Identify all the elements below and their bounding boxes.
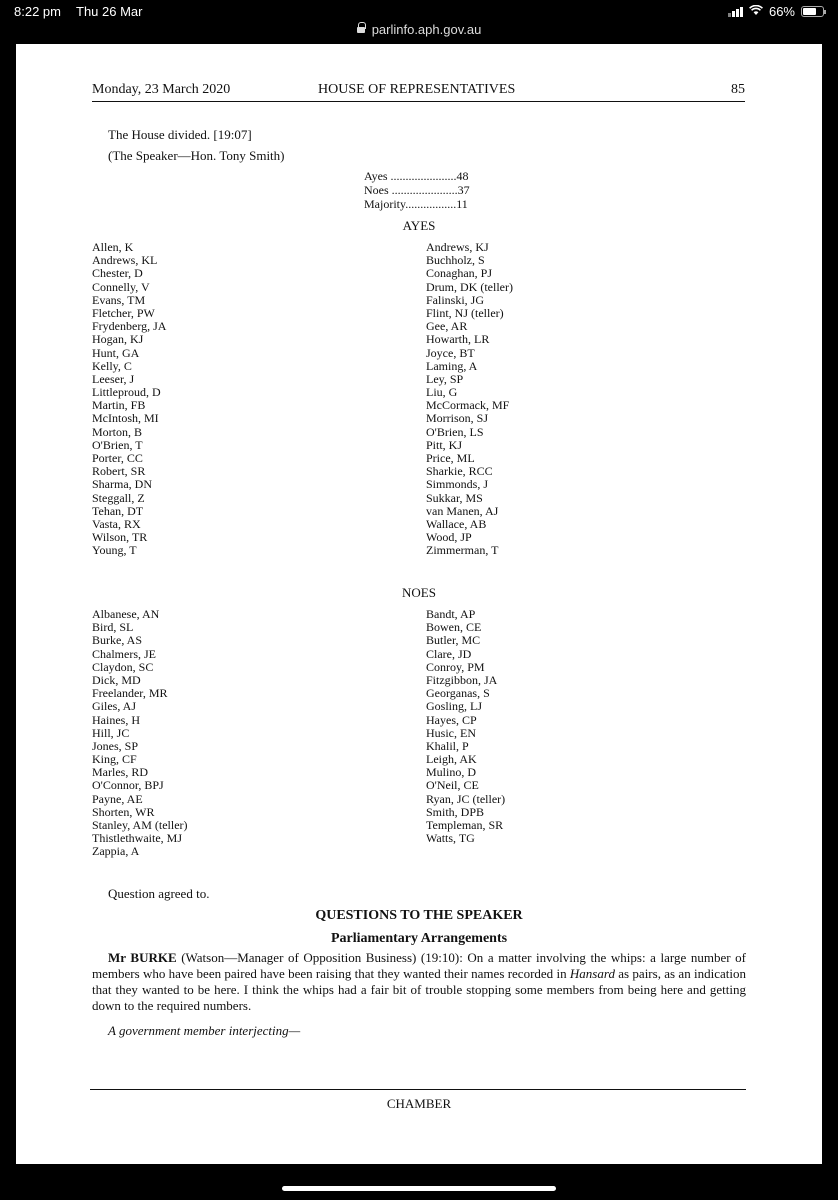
member-name: Sukkar, MS [426,490,483,505]
member-name: Claydon, SC [92,659,154,674]
member-name: McCormack, MF [426,398,510,413]
noes-heading: NOES [402,585,436,600]
member-name: Ryan, JC (teller) [426,791,506,806]
member-name: Sharma, DN [92,477,152,492]
home-indicator[interactable] [282,1186,556,1191]
member-name: Giles, AJ [92,699,137,714]
status-time: 8:22 pm [14,4,61,19]
member-name: Gee, AR [426,319,468,334]
member-name: Clare, JD [426,646,472,661]
member-name: Morrison, SJ [426,411,489,426]
member-name: Robert, SR [92,464,146,479]
document-page [16,44,822,1164]
member-name: McIntosh, MI [92,411,159,426]
page-header [92,82,745,102]
speaker-line: (The Speaker—Hon. Tony Smith) [108,148,285,163]
member-name: Morton, B [92,424,143,439]
member-name: Bandt, AP [426,607,476,621]
status-bar [0,0,838,22]
header-page-number: 85 [731,82,745,97]
member-name: Albanese, AN [92,607,160,621]
url-text: parlinfo.aph.gov.au [371,22,482,37]
member-name: Howarth, LR [426,332,490,347]
member-name: Dick, MD [92,672,141,687]
member-name: Hill, JC [92,725,130,740]
status-day: Thu 26 Mar [76,4,143,19]
member-name: Flint, NJ (teller) [426,305,504,320]
speech-paragraph: Mr BURKE (Watson—Manager of Opposition Business) (19:10): On a matter involving the whips: a large number of members who have been paired have been raising that they wanted their names recorded in Hansard as pairs, as an indication that they wanted to be here. I think the whips had a fair bit of trouble stopping some members from being here and getting down to the required numbers. [92,950,746,1013]
question-agreed: Question agreed to. [108,886,210,901]
member-name: Chester, D [92,266,143,281]
member-name: Fletcher, PW [92,305,155,320]
battery-icon [801,6,824,17]
member-name: Thistlethwaite, MJ [92,831,182,846]
member-name: O'Connor, BPJ [92,778,164,793]
member-name: Hogan, KJ [92,332,144,347]
battery-percent: 66% [768,4,795,19]
member-name: Zimmerman, T [426,543,499,558]
member-name: Freelander, MR [92,686,168,701]
member-name: Vasta, RX [92,516,141,531]
hansard-italic: Hansard [569,966,615,981]
member-name: Simmonds, J [426,477,489,492]
member-name: Liu, G [426,385,458,400]
header-house: HOUSE OF REPRESENTATIVES [318,82,516,97]
lock-icon [357,27,365,33]
noes-left-column [92,608,188,859]
member-name: Steggall, Z [92,490,145,505]
speech-speaker: Mr BURKE [108,950,177,965]
member-name: Wilson, TR [92,530,148,545]
member-name: Payne, AE [92,791,143,806]
member-name: Husic, EN [426,725,476,740]
member-name: Price, ML [426,451,475,465]
interjection: A government member interjecting— [108,1023,301,1038]
member-name: Wallace, AB [426,516,487,531]
member-name: Burke, AS [92,633,143,648]
member-name: Gosling, LJ [426,699,483,714]
member-name: Tehan, DT [92,503,144,518]
member-name: Haines, H [92,712,140,727]
signal-icon [728,7,743,17]
member-name: Zappia, A [92,844,140,859]
wifi-icon [749,4,763,19]
footer-rule [90,1089,746,1090]
member-name: Sharkie, RCC [426,464,493,479]
member-name: Butler, MC [426,633,481,648]
member-name: Evans, TM [92,292,146,307]
member-name: Conroy, PM [426,659,485,674]
tally-majority: Majority.................11 [364,197,468,211]
member-name: Andrews, KL [92,253,158,268]
division-line: The House divided. [19:07] [108,127,252,142]
member-name: Fitzgibbon, JA [426,672,498,687]
member-name: Hunt, GA [92,345,140,360]
header-date: Monday, 23 March 2020 [92,82,231,97]
member-name: O'Brien, LS [426,424,484,439]
member-name: Andrews, KJ [426,240,489,254]
member-name: Falinski, JG [426,292,485,307]
member-name: Pitt, KJ [426,437,463,452]
member-name: Hayes, CP [426,712,477,727]
member-name: Joyce, BT [426,345,475,360]
member-name: van Manen, AJ [426,503,499,518]
ayes-right-column [426,241,513,558]
division-tally [364,169,470,211]
member-name: Littleproud, D [92,385,161,400]
section-heading: QUESTIONS TO THE SPEAKER [315,908,523,923]
member-name: Frydenberg, JA [92,319,167,334]
address-bar[interactable] [0,22,838,42]
ayes-left-column [92,241,166,558]
member-name: Jones, SP [92,738,139,753]
member-name: Wood, JP [426,530,472,545]
member-name: Smith, DPB [426,804,485,819]
ayes-heading: AYES [402,218,436,233]
member-name: Bird, SL [92,620,134,635]
member-name: Laming, A [426,358,478,373]
member-name: Shorten, WR [92,804,155,819]
member-name: O'Brien, T [92,437,143,452]
member-name: Mulino, D [426,765,477,780]
member-name: Ley, SP [426,371,464,386]
member-name: Leigh, AK [426,752,477,767]
member-name: Connelly, V [92,279,150,294]
member-name: Khalil, P [426,738,469,753]
noes-right-column [426,608,505,845]
member-name: Buchholz, S [426,253,485,268]
member-name: Leeser, J [92,371,135,386]
member-name: Bowen, CE [426,620,482,635]
member-name: Marles, RD [92,765,148,780]
tally-noes: Noes ......................37 [364,183,470,197]
member-name: King, CF [92,752,137,767]
member-name: Allen, K [92,240,134,254]
tally-ayes: Ayes ......................48 [364,169,469,183]
member-name: Martin, FB [92,398,146,413]
member-name: Porter, CC [92,451,143,465]
member-name: Young, T [92,543,137,558]
subheading: Parliamentary Arrangements [330,931,508,946]
member-name: O'Neil, CE [426,778,479,793]
member-name: Templeman, SR [426,818,504,832]
member-name: Drum, DK (teller) [426,279,513,294]
member-name: Georganas, S [426,686,490,701]
member-name: Stanley, AM (teller) [92,818,188,832]
member-name: Conaghan, PJ [426,266,492,281]
member-name: Chalmers, JE [92,646,156,661]
footer-chamber: CHAMBER [386,1096,452,1111]
member-name: Kelly, C [92,358,132,373]
member-name: Watts, TG [426,831,475,846]
